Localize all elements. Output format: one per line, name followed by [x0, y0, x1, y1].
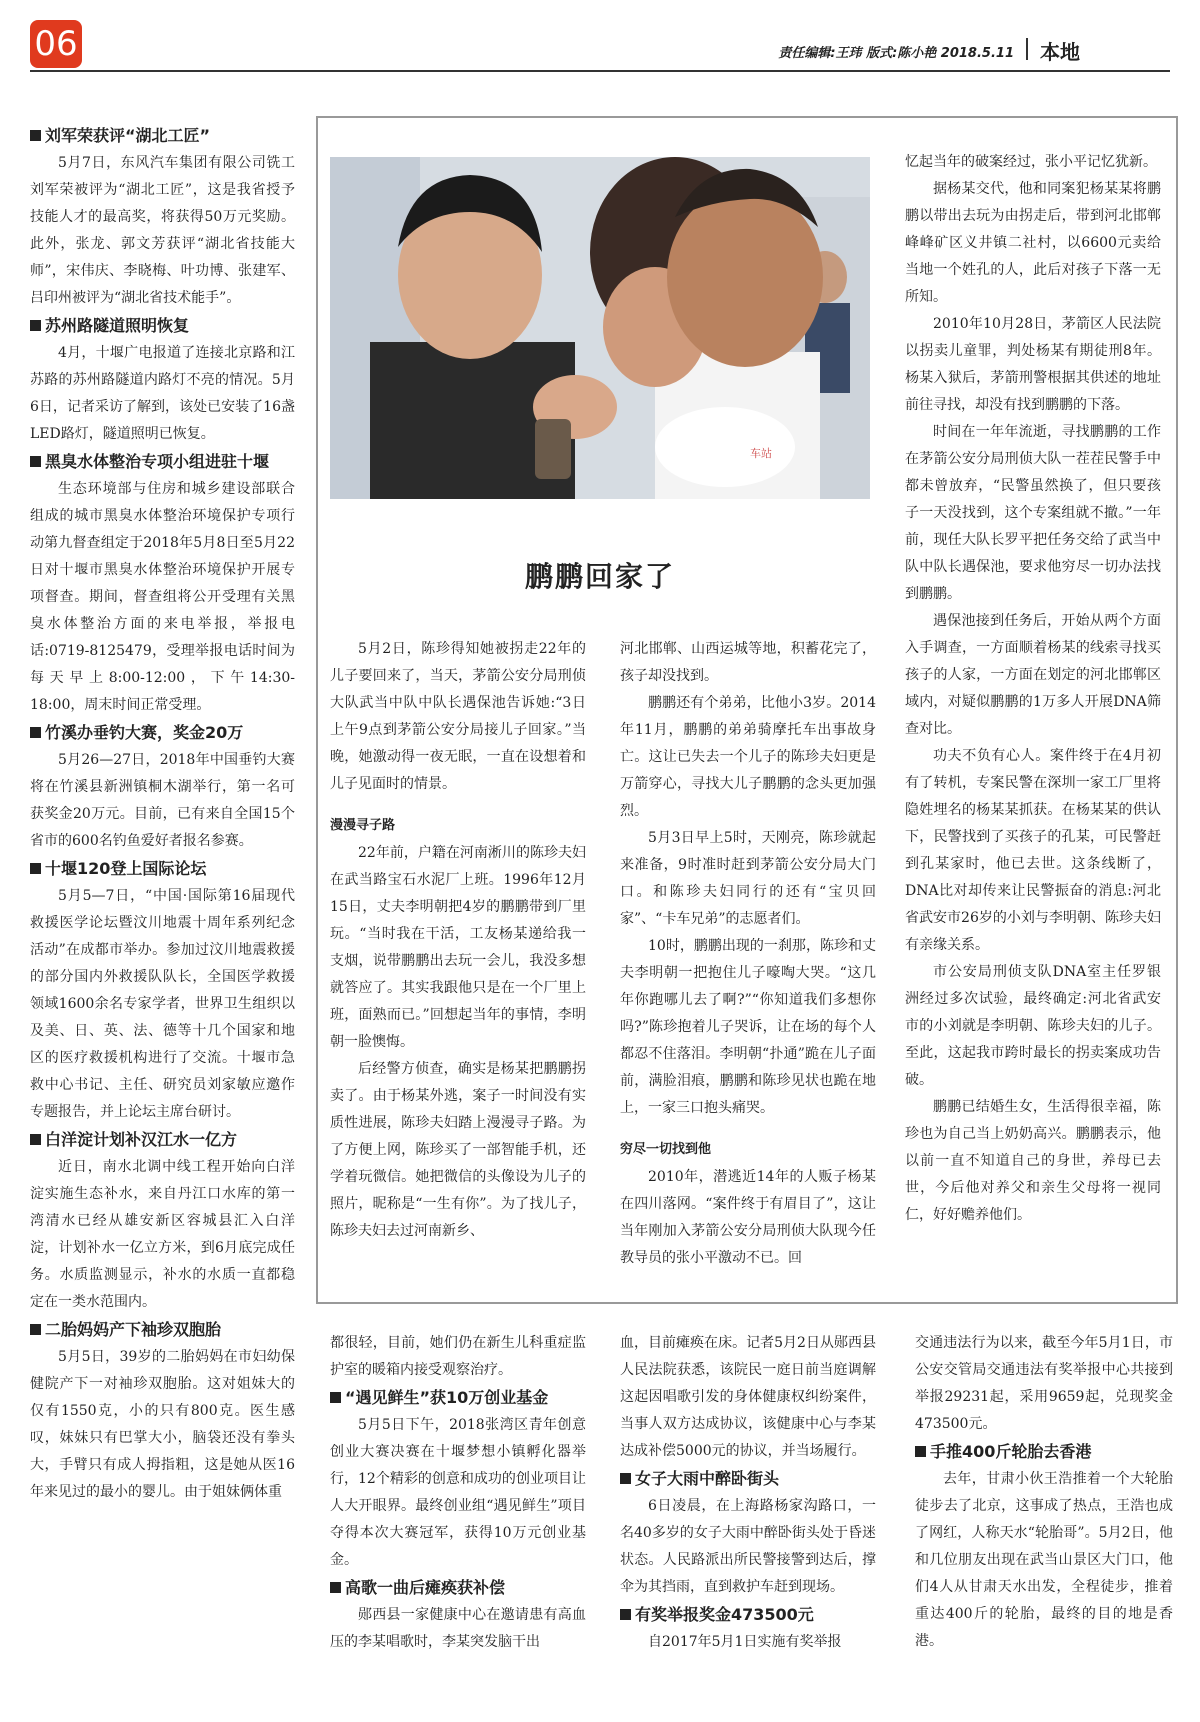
reunion-photo-illustration — [330, 157, 870, 499]
feature-paragraph: 河北邯郸、山西运城等地，积蓄花完了，孩子却没找到。 — [620, 641, 876, 684]
brief-paragraph: 交通违法行为以来，截至今年5月1日，市公安交管局交通违法有奖举报中心共接到举报29231起，采用9659起，兑现奖金473500元。 — [915, 1335, 1173, 1432]
feature-subhead: 漫漫寻子路 — [330, 818, 396, 833]
brief-paragraph: 郧西县一家健康中心在邀请患有高血压的李某唱歌时，李某突发脑干出 — [330, 1607, 586, 1650]
brief-paragraph: 5月5日下午，2018张湾区青年创意创业大赛决赛在十堰梦想小镇孵化器举行，12个精彩的创意和成功的创业项目让人大开眼界。最终创业组“遇见鲜生”项目夺得本次大赛冠军，获得10万元创业基金。 — [330, 1417, 586, 1568]
brief-headline: 二胎妈妈产下袖珍双胞胎 — [30, 1316, 295, 1344]
brief-headline: “遇见鲜生”获10万创业基金 — [330, 1384, 586, 1412]
brief-headline: 高歌一曲后瘫痪获补偿 — [330, 1574, 586, 1602]
feature-paragraph: 10时，鹏鹏出现的一刹那，陈珍和丈夫李明朝一把抱住儿子嚎啕大哭。“这几年你跑哪儿去了啊?”“你知道我们多想你吗?”陈珍抱着儿子哭诉，让在场的每个人都忍不住落泪。李明朝“扑通”跪在儿子面前，满脸泪痕，鹏鹏和陈珍见状也跪在地上，一家三口抱头痛哭。 — [620, 938, 876, 1116]
brief-paragraph: 生态环境部与住房和城乡建设部联合组成的城市黑臭水体整治环境保护专项行动第九督查组定于2018年5月8日至5月22日对十堰市黑臭水体整治环境保护开展专项督查。期间，督查组将公开受理有关黑臭水体整治方面的来电举报，举报电话:0719-8125479，受理举报电话时间为每天早上8:00-12:00，下午14:30-18:00，周末时间正常受理。 — [30, 481, 295, 713]
brief-headline: 白洋淀计划补汉江水一亿方 — [30, 1126, 295, 1154]
feature-column-b — [620, 636, 876, 1272]
feature-column-c — [905, 149, 1161, 1229]
brief-headline: 刘军荣获评“湖北工匠” — [30, 122, 295, 150]
brief-paragraph: 6日凌晨，在上海路杨家沟路口，一名40多岁的女子大雨中醉卧街头处于昏迷状态。人民路派出所民警接警到达后，撑伞为其挡雨，直到救护车赶到现场。 — [620, 1498, 876, 1595]
feature-paragraph: 2010年10月28日，茅箭区人民法院以拐卖儿童罪，判处杨某有期徒刑8年。杨某入狱后，茅箭刑警根据其供述的地址前往寻找，却没有找到鹏鹏的下落。 — [905, 316, 1161, 413]
brief-paragraph: 4月，十堰广电报道了连接北京路和江苏路的苏州路隧道内路灯不亮的情况。5月6日，记者采访了解到，该处已安装了16盏LED路灯，隧道照明已恢复。 — [30, 345, 295, 442]
bottom-column-3 — [620, 1330, 876, 1656]
feature-paragraph: 22年前，户籍在河南淅川的陈珍夫妇在武当路宝石水泥厂上班。1996年12月15日，丈夫李明朝把4岁的鹏鹏带到厂里玩。“当时我在干活，工友杨某递给我一支烟，说带鹏鹏出去玩一会儿，我没多想就答应了。其实我跟他只是在一个厂里上班，面熟而已。”回想起当年的事情，李明朝一脸懊悔。 — [330, 845, 586, 1050]
header-separator — [1026, 38, 1028, 60]
brief-headline: 有奖举报奖金473500元 — [620, 1601, 876, 1629]
section-name: 本地 — [1040, 40, 1080, 64]
feature-paragraph: 后经警方侦查，确实是杨某把鹏鹏拐卖了。由于杨某外逃，案子一时间没有实质性进展，陈珍夫妇踏上漫漫寻子路。为了方便上网，陈珍买了一部智能手机，还学着玩微信。她把微信的头像设为儿子的照片，昵称是“一生有你”。为了找儿子，陈珍夫妇去过河南新乡、 — [330, 1061, 586, 1239]
feature-paragraph: 鹏鹏还有个弟弟，比他小3岁。2014年11月，鹏鹏的弟弟骑摩托车出事故身亡。这让已失去一个儿子的陈珍夫妇更是万箭穿心，寻找大儿子鹏鹏的念头更加强烈。 — [620, 695, 876, 819]
bottom-column-4 — [915, 1330, 1173, 1655]
feature-paragraph: 2010年，潜逃近14年的人贩子杨某在四川落网。“案件终于有眉目了”，这让当年刚加入茅箭公安分局刑侦大队现今任教导员的张小平激动不已。回 — [620, 1169, 876, 1266]
feature-subhead: 穷尽一切找到他 — [620, 1142, 712, 1157]
brief-paragraph: 5月7日，东风汽车集团有限公司铣工刘军荣被评为“湖北工匠”，这是我省授予技能人才的最高奖，将获得50万元奖励。此外，张龙、郭文芳获评“湖北省技能大师”，宋伟庆、李晓梅、叶功博、张建军、吕印州被评为“湖北省技术能手”。 — [30, 155, 295, 306]
left-news-column — [30, 122, 295, 1506]
page-number: 06 — [30, 20, 82, 68]
brief-headline: 手推400斤轮胎去香港 — [915, 1438, 1173, 1466]
brief-headline: 十堰120登上国际论坛 — [30, 855, 295, 883]
feature-paragraph: 5月3日早上5时，天刚亮，陈珍就起来准备，9时准时赶到茅箭公安分局大门口。和陈珍夫妇同行的还有“宝贝回家”、“卡车兄弟”的志愿者们。 — [620, 830, 876, 927]
brief-headline: 苏州路隧道照明恢复 — [30, 312, 295, 340]
brief-paragraph: 去年，甘肃小伙王浩推着一个大轮胎徒步去了北京，这事成了热点，王浩也成了网红，人称天水“轮胎哥”。5月2日，他和几位朋友出现在武当山景区大门口，他们4人从甘肃天水出发，全程徒步，推着重达400斤的轮胎，最终的目的地是香港。 — [915, 1471, 1173, 1649]
brief-paragraph: 都很轻，目前，她们仍在新生儿科重症监护室的暖箱内接受观察治疗。 — [330, 1335, 586, 1378]
feature-paragraph: 5月2日，陈珍得知她被拐走22年的儿子要回来了，当天，茅箭公安分局刑侦大队武当中队中队长遇保池告诉她:“3日上午9点到茅箭公安分局接儿子回家。”当晚，她激动得一夜无眠，一直在设想着和儿子见面时的情景。 — [330, 641, 586, 792]
feature-paragraph: 遇保池接到任务后，开始从两个方面入手调查，一方面顺着杨某的线索寻找买孩子的人家，一方面在划定的河北邯郸区域内，对疑似鹏鹏的1万多人开展DNA筛查对比。 — [905, 613, 1161, 737]
feature-paragraph: 据杨某交代，他和同案犯杨某某将鹏鹏以带出去玩为由拐走后，带到河北邯郸峰峰矿区义井镇二社村，以6600元卖给当地一个姓孔的人，此后对孩子下落一无所知。 — [905, 181, 1161, 305]
brief-paragraph: 近日，南水北调中线工程开始向白洋淀实施生态补水，来自丹江口水库的第一湾清水已经从雄安新区容城县汇入白洋淀，计划补水一亿立方米，到6月底完成任务。水质监测显示，补水的水质一直都稳定在一类水范围内。 — [30, 1159, 295, 1310]
shirt-print-text: 车站 — [750, 447, 772, 460]
brief-headline: 女子大雨中醉卧街头 — [620, 1465, 876, 1493]
feature-paragraph: 鹏鹏已结婚生女，生活得很幸福，陈珍也为自己当上奶奶高兴。鹏鹏表示，他以前一直不知道自己的身世，养母已去世，今后他对养父和亲生父母将一视同仁，好好赡养他们。 — [905, 1099, 1161, 1223]
brief-paragraph: 5月5日，39岁的二胎妈妈在市妇幼保健院产下一对袖珍双胞胎。这对姐妹大的仅有1550克，小的只有800克。医生感叹，妹妹只有巴掌大小，脑袋还没有拳头大，手臂只有成人拇指粗，这是她从医16年来见过的最小的婴儿。由于姐妹俩体重 — [30, 1349, 295, 1500]
bottom-column-2 — [330, 1330, 586, 1656]
header-rule — [30, 70, 1170, 72]
feature-column-a — [330, 636, 586, 1245]
brief-paragraph: 5月26—27日，2018年中国垂钓大赛将在竹溪县新洲镇桐木湖举行，第一名可获奖金20万元。目前，已有来自全国15个省市的600名钓鱼爱好者报名参赛。 — [30, 752, 295, 849]
brief-paragraph: 血，目前瘫痪在床。记者5月2日从郧西县人民法院获悉，该院民一庭日前当庭调解这起因唱歌引发的身体健康权纠纷案件，当事人双方达成协议，该健康中心与李某达成补偿5000元的协议，并当场履行。 — [620, 1335, 876, 1459]
feature-paragraph: 市公安局刑侦支队DNA室主任罗银洲经过多次试验，最终确定:河北省武安市的小刘就是李明朝、陈珍夫妇的儿子。至此，这起我市跨时最长的拐卖案成功告破。 — [905, 964, 1161, 1088]
feature-paragraph: 功夫不负有心人。案件终于在4月初有了转机，专案民警在深圳一家工厂里将隐姓埋名的杨某某抓获。在杨某某的供认下，民警找到了买孩子的孔某，可民警赶到孔某家时，他已去世。这条线断了，DNA比对却传来让民警振奋的消息:河北省武安市26岁的小刘与李明朝、陈珍夫妇有亲缘关系。 — [905, 748, 1161, 953]
brief-paragraph: 5月5—7日，“中国·国际第16届现代救援医学论坛暨汶川地震十周年系列纪念活动”在成都市举办。参加过汶川地震救援的部分国内外救援队队长，全国医学救援领域1600余名专家学者，世界卫生组织以及美、日、英、法、德等十几个国家和地区的医疗救援机构进行了交流。十堰市急救中心书记、主任、研究员刘家敏应邀作专题报告，并上论坛主席台研讨。 — [30, 888, 295, 1120]
brief-headline: 黑臭水体整治专项小组进驻十堰 — [30, 448, 295, 476]
feature-paragraph: 忆起当年的破案经过，张小平记忆犹新。 — [905, 154, 1157, 170]
feature-title: 鹏鹏回家了 — [524, 560, 675, 593]
editor-info: 责任编辑:王玮 版式:陈小艳 2018.5.11 — [778, 46, 1014, 61]
feature-photo — [330, 157, 870, 499]
feature-paragraph: 时间在一年年流逝，寻找鹏鹏的工作在茅箭公安分局刑侦大队一茬茬民警手中都未曾放弃，“民警虽然换了，但只要孩子一天没找到，这个专案组就不撤。”一年前，现任大队长罗平把任务交给了武当中队中队长遇保池，要求他穷尽一切办法找到鹏鹏。 — [905, 424, 1161, 602]
brief-headline: 竹溪办垂钓大赛，奖金20万 — [30, 719, 295, 747]
brief-paragraph: 自2017年5月1日实施有奖举报 — [648, 1634, 842, 1650]
